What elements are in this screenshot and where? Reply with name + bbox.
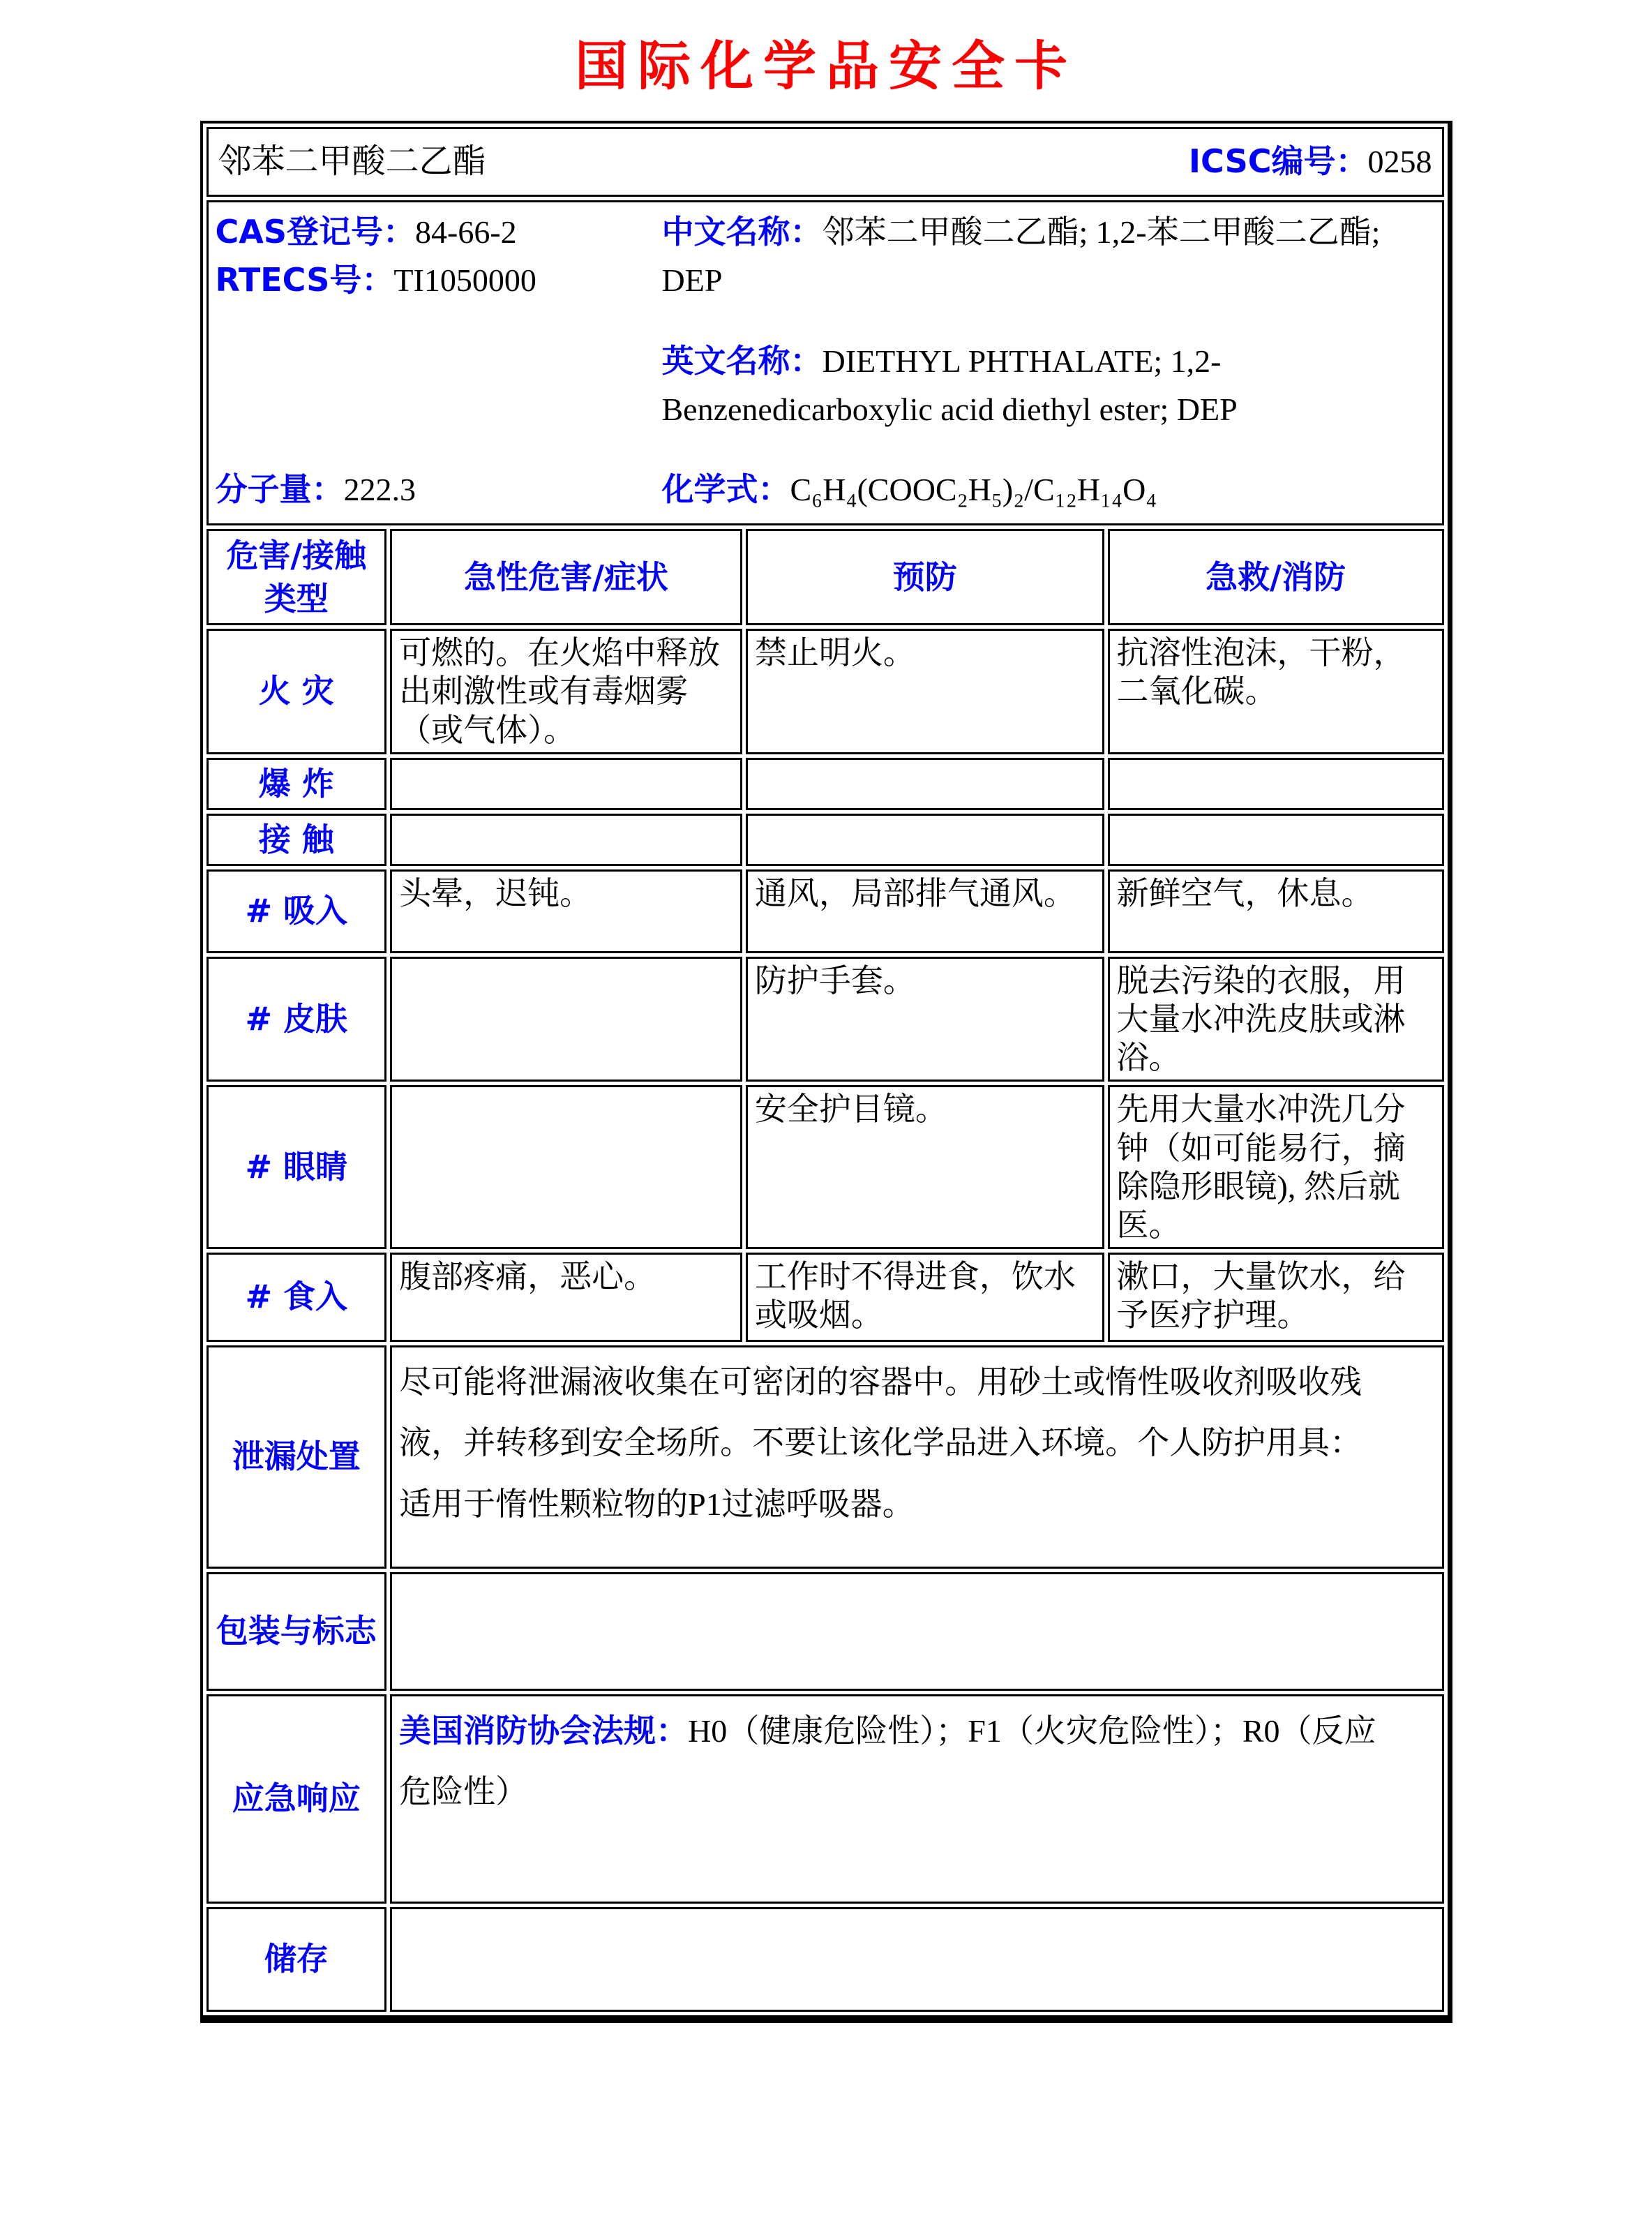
- col-header-hazard-type: 危害/接触类型: [206, 529, 387, 625]
- packaging-content: [390, 1572, 1443, 1691]
- formula-label: 化学式：: [661, 470, 790, 508]
- row-label-emergency-response: 应急响应: [206, 1694, 387, 1904]
- rtecs-value: TI1050000: [393, 262, 536, 298]
- table-row-inhalation: [206, 869, 1444, 953]
- row-label-storage: 储存: [206, 1907, 387, 2012]
- nfpa-code-value: H0（健康危险性）；F1（火灾危险性）；R0（反应危险性）: [399, 1713, 1376, 1810]
- cas-number-line: [216, 208, 662, 256]
- inhalation-symptoms-cell: 头晕，迟钝。: [390, 869, 742, 953]
- fire-symptoms-cell: 可燃的。在火焰中释放出刺激性或有毒烟雾（或气体）。: [390, 629, 742, 754]
- english-name-value: DIETHYL PHTHALATE; 1,2-Benzenedicarboxylic acid diethyl ester; DEP: [661, 343, 1238, 427]
- table-row-storage: [206, 1907, 1444, 2012]
- molecular-weight-line: [216, 465, 662, 514]
- contact-prevention-cell: [746, 814, 1104, 866]
- chinese-name-value: 邻苯二甲酸二乙酯; 1,2-苯二甲酸二乙酯; DEP: [661, 214, 1381, 298]
- skin-symptoms-cell: [390, 957, 742, 1082]
- inhalation-prevention-cell: 通风，局部排气通风。: [746, 869, 1104, 953]
- identity-right-column: [662, 208, 1435, 514]
- spill-disposal-content: 尽可能将泄漏液收集在可密闭的容器中。用砂土或惰性吸收剂吸收残液，并转移到安全场所。不要让该化学品进入环境。个人防护用具：适用于惰性颗粒物的P1过滤呼吸器。: [390, 1345, 1443, 1569]
- mw-label: 分子量：: [215, 470, 344, 508]
- row-label-eyes: # 眼睛: [206, 1085, 387, 1249]
- contact-symptoms-cell: [390, 814, 742, 866]
- ingestion-prevention-cell: 工作时不得进食，饮水或吸烟。: [746, 1253, 1104, 1342]
- english-name-label: 英文名称：: [661, 341, 823, 380]
- emergency-response-content: [390, 1694, 1443, 1904]
- fire-prevention-cell: 禁止明火。: [746, 629, 1104, 754]
- row-label-inhalation: # 吸入: [206, 869, 387, 953]
- icsc-number: [1189, 142, 1432, 181]
- eyes-firstaid-cell: 先用大量水冲洗几分钟（如可能易行，摘除隐形眼镜), 然后就医。: [1108, 1085, 1444, 1249]
- table-row-skin: [206, 957, 1444, 1082]
- table-row-emergency-response: [206, 1694, 1444, 1904]
- eyes-prevention-cell: 安全护目镜。: [746, 1085, 1104, 1249]
- skin-prevention-cell: 防护手套。: [746, 957, 1104, 1082]
- explosion-prevention-cell: [746, 758, 1104, 810]
- icsc-number-label: ICSC编号：: [1188, 142, 1368, 181]
- cas-value: 84-66-2: [415, 214, 517, 250]
- row-label-ingestion: # 食入: [206, 1253, 387, 1342]
- table-row-explosion: [206, 758, 1444, 810]
- skin-firstaid-cell: 脱去污染的衣服，用大量水冲洗皮肤或淋浴。: [1108, 957, 1444, 1082]
- table-row-contact: [206, 814, 1444, 866]
- ingestion-firstaid-cell: 漱口，大量饮水，给予医疗护理。: [1108, 1253, 1444, 1342]
- contact-firstaid-cell: [1108, 814, 1444, 866]
- page-title: 国际化学品安全卡: [575, 35, 1077, 97]
- table-row-packaging: [206, 1572, 1444, 1691]
- table-row-ingestion: [206, 1253, 1444, 1342]
- row-label-spill-disposal: 泄漏处置: [206, 1345, 387, 1569]
- mw-value: 222.3: [343, 472, 416, 507]
- row-label-skin: # 皮肤: [206, 957, 387, 1082]
- chinese-name-label: 中文名称：: [661, 213, 823, 251]
- table-row: [206, 200, 1444, 525]
- icsc-number-value: 0258: [1367, 144, 1432, 180]
- ingestion-symptoms-cell: 腹部疼痛，恶心。: [390, 1253, 742, 1342]
- table-row: [206, 127, 1444, 197]
- storage-content: [390, 1907, 1443, 2012]
- row-label-explosion: 爆 炸: [206, 758, 387, 810]
- table-row-spill-disposal: [206, 1345, 1444, 1569]
- icsc-card-table: [200, 121, 1452, 2023]
- eyes-symptoms-cell: [390, 1085, 742, 1249]
- identity-left-column: [216, 208, 662, 514]
- col-header-firstaid: 急救/消防: [1108, 529, 1444, 625]
- explosion-symptoms-cell: [390, 758, 742, 810]
- table-header-row: [206, 529, 1444, 625]
- rtecs-label: RTECS号：: [215, 261, 394, 299]
- chemical-formula-line: [662, 465, 1435, 514]
- chinese-name-line: [662, 208, 1435, 304]
- row-label-contact: 接 触: [206, 814, 387, 866]
- rtecs-number-line: [216, 256, 662, 304]
- table-row-fire: [206, 629, 1444, 754]
- formula-value: C₆H₄(COOC₂H₅)₂/C₁₂H₁₄O₄: [790, 472, 1157, 507]
- table-row-eyes: [206, 1085, 1444, 1249]
- inhalation-firstaid-cell: 新鲜空气，休息。: [1108, 869, 1444, 953]
- fire-firstaid-cell: 抗溶性泡沫，干粉，二氧化碳。: [1108, 629, 1444, 754]
- english-name-line: [662, 337, 1435, 433]
- row-label-fire: 火 灾: [206, 629, 387, 754]
- cas-label: CAS登记号：: [215, 213, 415, 251]
- col-header-symptoms: 急性危害/症状: [390, 529, 742, 625]
- row-label-packaging: 包装与标志: [206, 1572, 387, 1691]
- col-header-prevention: 预防: [746, 529, 1104, 625]
- explosion-firstaid-cell: [1108, 758, 1444, 810]
- nfpa-code-label: 美国消防协会法规：: [399, 1712, 689, 1750]
- chemical-name: 邻苯二甲酸二乙酯: [218, 143, 486, 181]
